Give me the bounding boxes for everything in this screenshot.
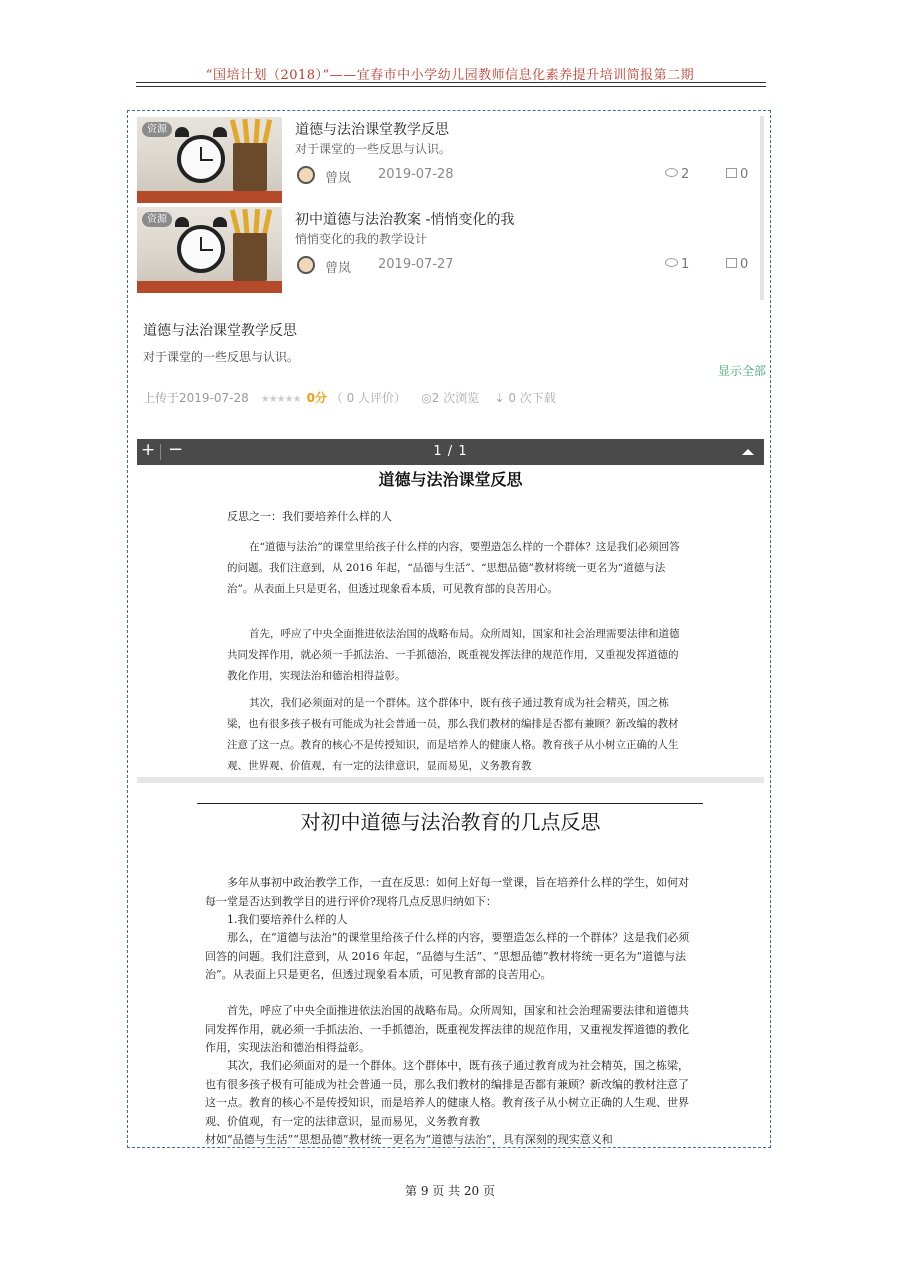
resource-tag: 资源 bbox=[142, 212, 172, 227]
resource-description: 悄悄变化的我的教学设计 bbox=[295, 232, 428, 246]
document-paragraph: 那么，在“道德与法治”的课堂里给孩子什么样的内容，要塑造怎么样的一个群体？这是我们必须回答的问题。我们注意到，从 2016 年起，“品德与生活”、“思想品德”教材将统一更名为“道德与法治”。从表面上只是更名，但透过现象看本质，可见教育部的良苦用心。 bbox=[205, 931, 690, 981]
comment-icon bbox=[726, 258, 737, 268]
resource-title[interactable]: 初中道德与法治教案 -悄悄变化的我 bbox=[295, 212, 515, 228]
document-viewer-toolbar bbox=[137, 439, 764, 465]
rating-stars[interactable]: ★★★★★ bbox=[260, 394, 301, 405]
comment-count: 0 bbox=[726, 167, 748, 182]
document-paragraph: 首先，呼应了中央全面推进依法治国的战略布局。众所周知，国家和社会治理需要法律和道德共同发挥作用，就必须一手抓法治、一手抓德治，既重视发挥法律的规范作用，又重视发挥道德的教化作用，实现法治和德治相得益彰。 bbox=[227, 628, 680, 682]
document-paragraph: 首先，呼应了中央全面推进依法治国的战略布局。众所周知，国家和社会治理需要法律和道德共同发挥作用，就必须一手抓法治、一手抓德治，既重视发挥法律的规范作用，又重视发挥道德的教化作用，实现法治和德治相得益彰。 bbox=[205, 1004, 689, 1054]
header-rule bbox=[136, 82, 766, 83]
document-paragraph: 在“道德与法治”的课堂里给孩子什么样的内容，要塑造怎么样的一个群体？这是我们必须回答的问题。我们注意到，从 2016 年起，“品德与生活”、“思想品德”教材将统一更名为“道德与法治”。从表面上只是更名，但透过现象看本质，可见教育部的良苦用心。 bbox=[227, 541, 680, 595]
document-paragraph: 其次，我们必须面对的是一个群体。这个群体中，既有孩子通过教育成为社会精英，国之栋梁，也有很多孩子极有可能成为社会普通一员，那么我们教材的编排是否都有兼顾？新改编的教材注意了这一点。教育的核心不是传授知识，而是培养人的健康人格。教育孩子从小树立正确的人生观、世界观、价值观，有一定的法律意识，显而易见，义务教育教 bbox=[227, 697, 679, 772]
upload-date: 上传于2019-07-28 bbox=[143, 391, 249, 405]
resource-item[interactable] bbox=[137, 117, 757, 203]
document-page-preview bbox=[137, 465, 764, 777]
alarm-clock-icon bbox=[177, 225, 225, 273]
resource-thumbnail[interactable] bbox=[137, 117, 282, 203]
alarm-clock-icon bbox=[177, 135, 225, 183]
resource-date: 2019-07-28 bbox=[378, 167, 454, 182]
resource-description: 对于课堂的一些反思与认识。 bbox=[295, 142, 452, 156]
avatar[interactable] bbox=[297, 166, 315, 184]
page-indicator: 1 / 1 bbox=[433, 444, 468, 459]
list-scrollbar[interactable] bbox=[760, 116, 764, 300]
view-stat: ◎2 次浏览 bbox=[421, 391, 480, 405]
resource-item[interactable] bbox=[137, 207, 757, 293]
resource-tag: 资源 bbox=[142, 122, 172, 137]
author-name[interactable]: 曾岚 bbox=[325, 171, 352, 186]
resource-thumbnail[interactable] bbox=[137, 207, 282, 293]
resource-title[interactable]: 道德与法治课堂教学反思 bbox=[295, 122, 449, 138]
eye-icon bbox=[665, 258, 678, 267]
avatar[interactable] bbox=[297, 256, 315, 274]
document-paragraph: 多年从事初中政治教学工作，一直在反思：如何上好每一堂课，旨在培养什么样的学生，如何对每一堂是否达到教学目的进行评价?现将几点反思归纳如下： bbox=[205, 876, 689, 908]
resource-meta bbox=[143, 389, 556, 406]
document-paragraph: 其次，我们必须面对的是一个群体。这个群体中，既有孩子通过教育成为社会精英，国之栋梁，也有很多孩子极有可能成为社会普通一员，那么我们教材的编排是否都有兼顾？新改编的教材注意了这一点。教育的核心不是传授知识，而是培养人的健康人格。教育孩子从小树立正确的人生观、世界观、价值观，有一定的法律意识，显而易见，义务教育教 bbox=[205, 1059, 689, 1128]
rating-count: （ 0 人评价） bbox=[330, 391, 407, 405]
eye-icon bbox=[665, 168, 678, 177]
document-subtitle: 反思之一：我们要培养什么样的人 bbox=[227, 510, 392, 523]
document-heading: 1.我们要培养什么样的人 bbox=[227, 913, 348, 926]
document-rule bbox=[197, 803, 703, 804]
document-header: “国培计划（2018）”——宜春市中小学幼儿园教师信息化素养提升培训简报第二期 bbox=[205, 68, 695, 83]
detail-title: 道德与法治课堂教学反思 bbox=[143, 323, 297, 339]
collapse-up-icon[interactable] bbox=[742, 449, 754, 455]
page-separator bbox=[137, 777, 764, 783]
author-name[interactable]: 曾岚 bbox=[325, 261, 352, 276]
comment-icon bbox=[726, 168, 737, 178]
show-all-link[interactable]: 显示全部 bbox=[718, 364, 767, 378]
document-title: 对初中道德与法治教育的几点反思 bbox=[300, 810, 601, 834]
header-rule-thin bbox=[136, 86, 766, 87]
document-title: 道德与法治课堂反思 bbox=[378, 470, 523, 489]
comment-count: 0 bbox=[726, 257, 748, 272]
resource-date: 2019-07-27 bbox=[378, 257, 454, 272]
page-number: 第 9 页 共 20 页 bbox=[405, 1184, 495, 1198]
document-cutoff-line: 材如“品德与生活”“思想品德”教材统一更名为“道德与法治”，具有深刻的现实意义和 bbox=[205, 1133, 613, 1145]
zoom-in-button[interactable]: + bbox=[141, 440, 156, 460]
download-stat: ⇣ 0 次下载 bbox=[494, 391, 556, 405]
view-count: 1 bbox=[665, 257, 689, 272]
detail-description: 对于课堂的一些反思与认识。 bbox=[143, 350, 300, 364]
rating-score: 0分 bbox=[306, 391, 327, 405]
zoom-out-button[interactable]: − bbox=[168, 439, 184, 460]
view-count: 2 bbox=[665, 167, 689, 182]
